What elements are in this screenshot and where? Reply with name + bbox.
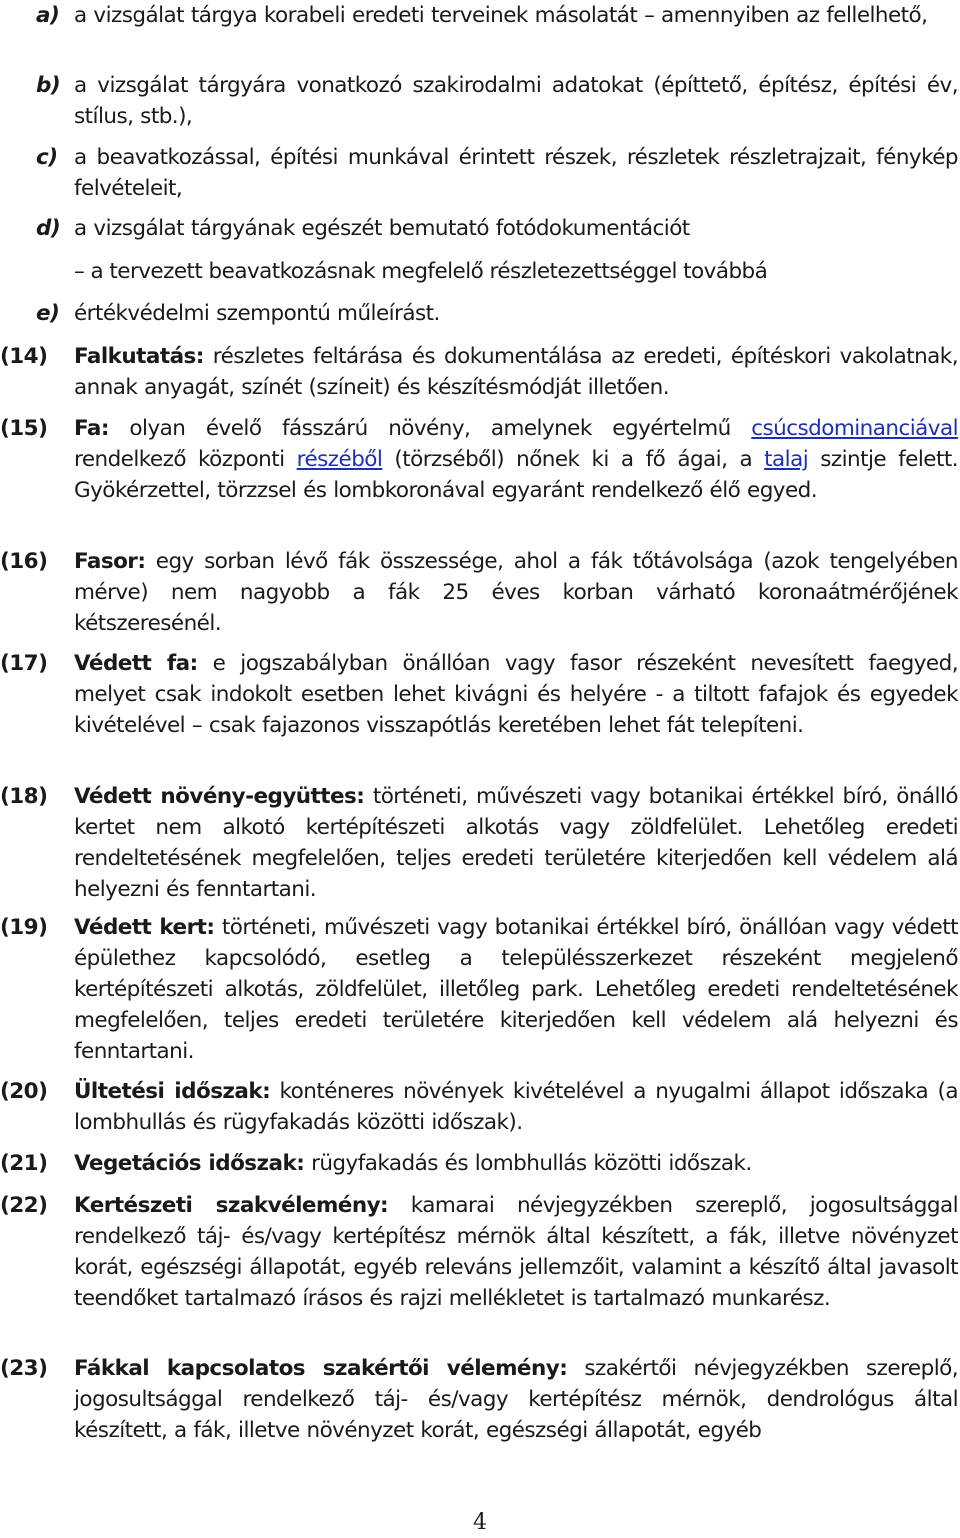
definition-text: történeti, művészeti vagy botanikai értékkel bíró, önállóan vagy védett épülethez kapcsolódó, esetleg a településszerkezet részeként megjelenő kertépítészeti alkotás, zöldfelület, illetőleg park. Lehetőleg eredeti rendeltetésének megfelelően, teljes eredeti területére kiterjedően kell védelem alá helyezni és fenntartani. [74, 915, 958, 1064]
definition-17 [0, 648, 958, 741]
list-label: c) [36, 145, 58, 170]
link-csucsdominancia[interactable]: csúcsdominanciával [751, 416, 958, 441]
definition-term: Ültetési időszak: [74, 1079, 271, 1104]
definition-text: olyan évelő fásszárú növény, amelynek egyértelmű [108, 416, 752, 441]
list-text: a vizsgálat tárgyára vonatkozó szakirodalmi adatokat (építtető, építész, építési év, stílus, stb.), [74, 73, 958, 129]
list-text: a vizsgálat tárgyának egészét bemutató fotódokumentációt [74, 216, 690, 241]
definition-term: Vegetációs időszak: [74, 1151, 305, 1176]
definition-term: Védett kert: [74, 915, 215, 940]
definition-14 [0, 341, 958, 403]
definition-number: (19) [0, 915, 48, 940]
list-item-a [0, 0, 958, 31]
list-item-e [0, 298, 958, 329]
definition-number: (18) [0, 784, 48, 809]
definition-text: e jogszabályban önállóan vagy fasor részeként nevesített faegyed, melyet csak indokolt esetben lehet kivágni és helyére - a tiltott fafajok és egyedek kivételével – csak fajazonos visszapótlás keretében lehet fát telepíteni. [74, 651, 958, 738]
definition-number: (23) [0, 1356, 48, 1381]
definition-20 [0, 1076, 958, 1138]
definition-term: Fa: [74, 416, 109, 441]
definition-term: Védett fa: [74, 651, 198, 676]
definition-text: részletes feltárása és dokumentálása az eredeti, építéskori vakolatnak, annak anyagát, színét (színeit) és készítésmódját illetően. [74, 344, 958, 400]
definition-number: (20) [0, 1079, 48, 1104]
list-label: d) [36, 216, 61, 241]
list-item-c [0, 142, 958, 204]
definition-text: kamarai névjegyzékben szereplő, jogosultsággal rendelkező táj- és/vagy kertépítész mérnök által készített, a fák, illetve növényzet korát, egészségi állapotát, egyéb releváns jellemzőit, valamint a készítő által javasolt teendőket tartalmazó írásos és rajzi mellékletet is tartalmazó munkarész. [74, 1193, 958, 1311]
dash-line: – a tervezett beavatkozásnak megfelelő részletezettséggel továbbá [74, 259, 768, 284]
definition-number: (14) [0, 344, 48, 369]
link-reszebol[interactable]: részéből [296, 447, 383, 472]
definition-term: Kertészeti szakvélemény: [74, 1193, 389, 1218]
definition-number: (22) [0, 1193, 48, 1218]
definition-text: szintje felett. Gyökérzettel, törzzsel és lombkoronával egyaránt rendelkező élő egyed. [74, 447, 958, 503]
list-item-b [0, 70, 958, 132]
page-number: 4 [473, 1510, 487, 1535]
definition-text: konténeres növények kivételével a nyugalmi állapot időszaka (a lombhullás és rügyfakadás közötti időszak). [74, 1079, 958, 1135]
list-text: értékvédelmi szempontú műleírást. [74, 301, 440, 326]
link-talaj[interactable]: talaj [764, 447, 809, 472]
list-text: a beavatkozással, építési munkával érintett részek, részletek részletrajzait, fénykép felvételeit, [74, 145, 958, 201]
definition-text: (törzséből) nőnek ki a fő ágai, a [382, 447, 765, 472]
definition-23 [0, 1353, 958, 1446]
definition-18 [0, 781, 958, 905]
definition-text: rügyfakadás és lombhullás közötti időszak. [304, 1151, 752, 1176]
list-label: e) [36, 301, 60, 326]
definition-number: (17) [0, 651, 48, 676]
list-text: a vizsgálat tárgya korabeli eredeti terveinek másolatát – amennyiben az fellelhető, [74, 3, 928, 28]
list-label: a) [36, 3, 60, 28]
definition-number: (15) [0, 416, 48, 441]
definition-22 [0, 1190, 958, 1314]
definition-number: (21) [0, 1151, 48, 1176]
definition-21 [0, 1148, 958, 1179]
list-label: b) [36, 73, 61, 98]
definition-text: egy sorban lévő fák összessége, ahol a fák tőtávolsága (azok tengelyében mérve) nem nagyobb a fák 25 éves korban várható koronaátmérőjének kétszeresénél. [74, 549, 958, 636]
definition-term: Falkutatás: [74, 344, 204, 369]
definition-term: Védett növény-együttes: [74, 784, 365, 809]
definition-term: Fasor: [74, 549, 146, 574]
definition-text: történeti, művészeti vagy botanikai értékkel bíró, önálló kertet nem alkotó kertépítészeti alkotás vagy zöldfelület. Lehetőleg eredeti rendeltetésének megfelelően, teljes eredeti területére kiterjedően kell védelem alá helyezni és fenntartani. [74, 784, 958, 902]
definition-text: rendelkező központi [74, 447, 297, 472]
definition-19 [0, 912, 958, 1067]
definition-16 [0, 546, 958, 639]
list-item-d [0, 213, 958, 244]
definition-number: (16) [0, 549, 48, 574]
definition-text: szakértői névjegyzékben szereplő, jogosultsággal rendelkező táj- és/vagy kertépítész mérnök, dendrológus által készített, a fák, illetve növényzet korát, egészségi állapotát, egyéb [74, 1356, 959, 1443]
definition-15 [0, 413, 958, 506]
definition-term: Fákkal kapcsolatos szakértői vélemény: [74, 1356, 568, 1381]
